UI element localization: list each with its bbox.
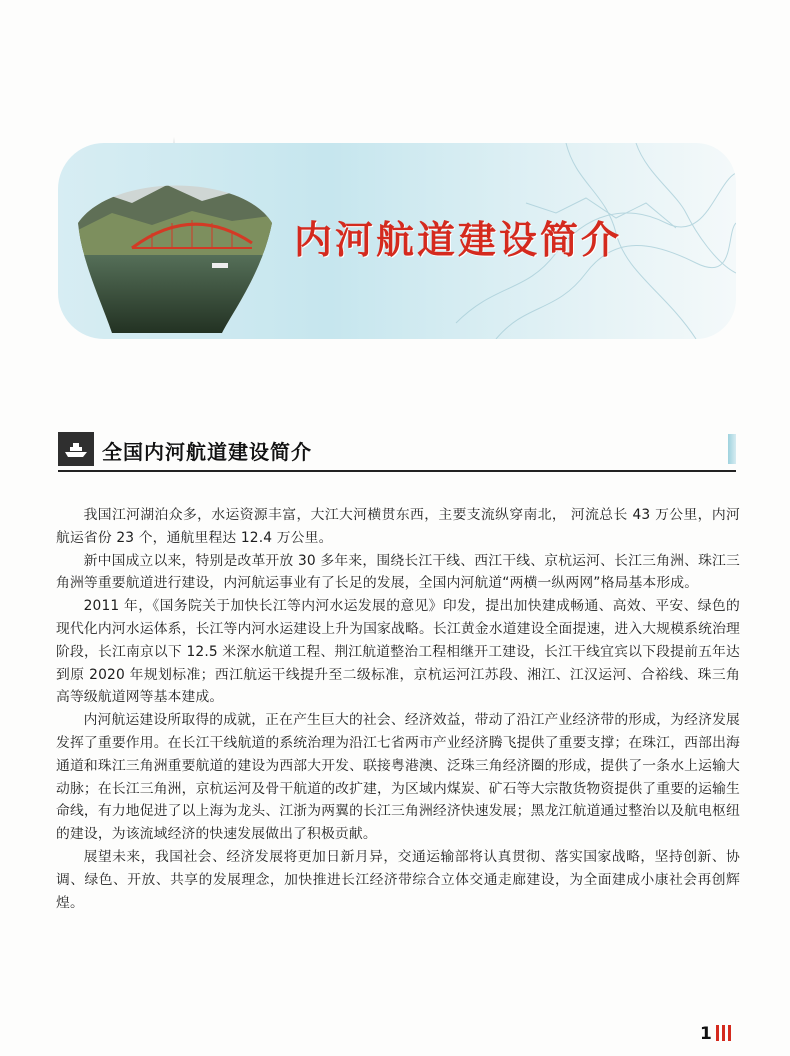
paragraph-2: 新中国成立以来，特别是改革开放 30 多年来，围绕长江干线、西江干线、京杭运河、长江三角洲、珠江三角洲等重要航道进行建设，内河航运事业有了长足的发展，全国内河航道“两横一纵两网”格局基本形成。 [56, 552, 740, 592]
section-header [58, 432, 736, 472]
body-text [56, 504, 740, 914]
page-bars-icon [716, 1025, 736, 1041]
paragraph-4: 内河航运建设所取得的成就，正在产生巨大的社会、经济效益，带动了沿江产业经济带的形成，为经济发展发挥了重要作用。在长江干线航道的系统治理为沿江七省两市产业经济腾飞提供了重要支撑；在珠江，西部出海通道和珠江三角洲重要航道的建设为西部大开发、联接粤港澳、泛珠三角经济圈的形成，提供了一条水上运输大动脉；在长江三角洲，京杭运河及骨干航道的改扩建，为区域内煤炭、矿石等大宗散货物资提供了重要的运输生命线，有力地促进了以上海为龙头、江浙为两翼的长江三角洲经济快速发展；黑龙江航道通过整治以及航电枢纽的建设，为该流域经济的快速发展做出了积极贡献。 [56, 712, 740, 843]
paragraph-1: 我国江河湖泊众多，水运资源丰富，大江大河横贯东西，主要支流纵穿南北， 河流总长 43 万公里，内河航运省份 23 个，通航里程达 12.4 万公里。 [56, 507, 740, 546]
page-number: 1 [700, 1024, 712, 1044]
river-bridge-photo [72, 163, 278, 333]
section-end-marker [728, 434, 736, 464]
section-title: 全国内河航道建设简介 [102, 440, 312, 464]
ship-icon [58, 432, 94, 466]
paragraph-3: 2011 年，《国务院关于加快长江等内河水运发展的意见》印发，提出加快建成畅通、高效、平安、绿色的现代化内河水运体系，长江等内河水运建设上升为国家战略。长江黄金水道建设全面提速，进入大规模系统治理阶段，长江南京以下 12.5 米深水航道工程、荆江航道整治工程相继开工建设，长江干线宜宾以下段提前五年达到原 2020 年规划标准；西江航运干线提升至二级标准，京杭运河江苏段、湘江、江汉运河、合裕线、珠三角高等级航道网等基本建成。 [56, 598, 740, 706]
chapter-title: 内河航道建设简介 [294, 217, 623, 262]
chapter-banner [58, 143, 736, 339]
paragraph-5: 展望未来，我国社会、经济发展将更加日新月异，交通运输部将认真贯彻、落实国家战略，坚持创新、协调、绿色、开放、共享的发展理念，加快推进长江经济带综合立体交通走廊建设，为全面建成小康社会再创辉煌。 [56, 848, 740, 911]
